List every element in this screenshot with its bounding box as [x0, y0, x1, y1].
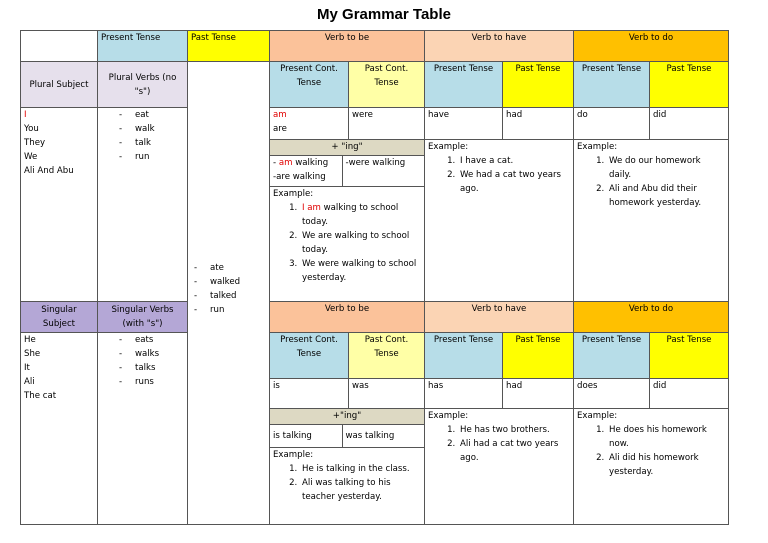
singular-have-past-label: Past Tense — [503, 333, 574, 379]
example-label: Example: — [273, 188, 314, 199]
plural-subject: We — [24, 152, 38, 162]
singular-do-past-label: Past Tense — [650, 333, 729, 379]
example-item: 1. He does his homework now. — [607, 423, 725, 451]
singular-subject: He — [24, 335, 36, 345]
singular-subject-label: Singular Subject — [21, 302, 98, 333]
singular-do-examples — [574, 409, 729, 525]
singular-do-present-form: does — [574, 379, 650, 409]
plural-do-present-form: do — [574, 108, 650, 140]
plural-subject: I — [24, 110, 27, 120]
example-item: 1. He has two brothers. — [458, 423, 570, 437]
ing-form: - am walking — [273, 158, 329, 168]
corner-cell — [21, 31, 98, 62]
plural-be-past-form: were — [349, 108, 425, 140]
singular-do-past-form: did — [650, 379, 729, 409]
plural-verbs-label: Plural Verbs (no "s") — [98, 62, 188, 108]
singular-have-present-label: Present Tense — [425, 333, 503, 379]
singular-have-past-form: had — [503, 379, 574, 409]
example-item: 1. I have a cat. — [458, 154, 570, 168]
present-tense-header: Present Tense — [98, 31, 188, 62]
be-form: am — [273, 110, 287, 120]
past-verb: - run — [194, 303, 266, 317]
plural-ing-present-cell — [270, 156, 342, 186]
example-item: 1. We do our homework daily. — [607, 154, 725, 182]
singular-verbs-cell — [98, 333, 188, 525]
past-tense-header: Past Tense — [188, 31, 270, 62]
past-verb: - ate — [194, 261, 266, 275]
singular-verbs-label: Singular Verbs (with "s") — [98, 302, 188, 333]
past-verb: - talked — [194, 289, 266, 303]
singular-verb: - eats — [119, 333, 184, 347]
singular-have-present-form: has — [425, 379, 503, 409]
plural-verb: - walk — [119, 122, 184, 136]
plural-have-past-form: had — [503, 108, 574, 140]
plural-verb: - talk — [119, 136, 184, 150]
plural-ing-forms — [270, 156, 424, 187]
example-label: Example: — [428, 411, 469, 421]
plural-be-present-forms — [270, 108, 349, 140]
plural-past-cont-label: Past Cont. Tense — [349, 62, 425, 108]
singular-present-cont-label: Present Cont. Tense — [270, 333, 349, 379]
singular-ing-label: +"ing" — [270, 409, 425, 425]
plural-subject-label: Plural Subject — [21, 62, 98, 108]
plural-have-present-form: have — [425, 108, 503, 140]
plural-subjects-cell — [21, 108, 98, 302]
singular-verb: - walks — [119, 347, 184, 361]
singular-subject: She — [24, 349, 41, 359]
singular-ing-past-cell: was talking — [342, 425, 424, 447]
example-label: Example: — [428, 142, 469, 152]
singular-do-present-label: Present Tense — [574, 333, 650, 379]
singular-subject: Ali — [24, 377, 35, 387]
plural-verbs-cell — [98, 108, 188, 302]
plural-subject: They — [24, 138, 46, 148]
be-form: are — [273, 124, 287, 134]
plural-subject: You — [24, 124, 39, 134]
singular-subjects-cell — [21, 333, 98, 525]
example-item: 2. Ali was talking to his teacher yesterday. — [300, 476, 424, 504]
example-label: Example: — [577, 142, 618, 152]
plural-ing-past-cell: -were walking — [342, 156, 424, 186]
singular-verb-to-do-header: Verb to do — [574, 302, 729, 333]
example-item: 2. We had a cat two years ago. — [458, 168, 570, 196]
example-item: 3. We were walking to school yesterday. — [300, 257, 424, 285]
page-title: My Grammar Table — [317, 6, 451, 23]
singular-ing-forms — [270, 425, 424, 448]
plural-subject: Ali And Abu — [24, 166, 74, 176]
plural-have-examples — [425, 140, 574, 302]
singular-verb: - runs — [119, 375, 184, 389]
grammar-table — [20, 30, 729, 525]
singular-ing-present-cell: is talking — [270, 425, 342, 447]
singular-verb: - talks — [119, 361, 184, 375]
past-verb: - walked — [194, 275, 266, 289]
plural-be-ing-examples — [270, 156, 425, 302]
singular-subject: The cat — [24, 391, 57, 401]
plural-present-cont-label: Present Cont. Tense — [270, 62, 349, 108]
plural-do-past-label: Past Tense — [650, 62, 729, 108]
verb-to-do-header: Verb to do — [574, 31, 729, 62]
singular-subject: It — [24, 363, 30, 373]
plural-verb: - eat — [119, 108, 184, 122]
plural-do-examples — [574, 140, 729, 302]
past-verbs-cell — [188, 108, 270, 315]
example-item: 1. He is talking in the class. — [300, 462, 424, 476]
past-verbs-bottom-cell — [188, 302, 270, 525]
example-item: 1. I am walking to school today. — [300, 201, 424, 229]
singular-be-ing-examples — [270, 425, 425, 525]
example-item: 2. Ali and Abu did their homework yesterday. — [607, 182, 725, 210]
example-item: 2. Ali had a cat two years ago. — [458, 437, 570, 465]
plural-do-present-label: Present Tense — [574, 62, 650, 108]
verb-to-have-header: Verb to have — [425, 31, 574, 62]
singular-be-past-form: was — [349, 379, 425, 409]
example-label: Example: — [577, 411, 618, 421]
singular-have-examples — [425, 409, 574, 525]
ing-form: -are walking — [273, 172, 326, 182]
plural-ing-label: + "ing" — [270, 140, 425, 156]
plural-verb: - run — [119, 150, 184, 164]
example-label: Example: — [273, 449, 314, 460]
singular-past-cont-label: Past Cont. Tense — [349, 333, 425, 379]
past-verbs-top-cell — [188, 62, 270, 108]
singular-verb-to-be-header: Verb to be — [270, 302, 425, 333]
plural-have-present-label: Present Tense — [425, 62, 503, 108]
plural-do-past-form: did — [650, 108, 729, 140]
plural-have-past-label: Past Tense — [503, 62, 574, 108]
singular-verb-to-have-header: Verb to have — [425, 302, 574, 333]
example-item: 2. We are walking to school today. — [300, 229, 424, 257]
verb-to-be-header: Verb to be — [270, 31, 425, 62]
example-item: 2. Ali did his homework yesterday. — [607, 451, 725, 479]
singular-be-present-form: is — [270, 379, 349, 409]
